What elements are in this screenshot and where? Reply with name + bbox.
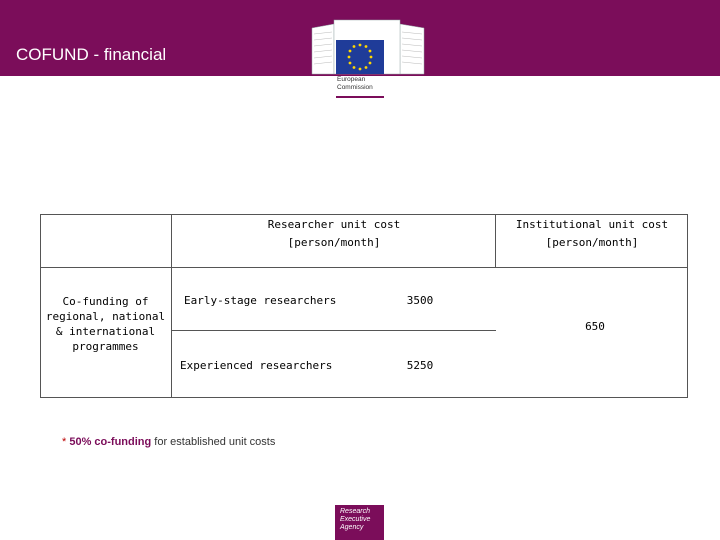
- rea-logo-line1: Research: [340, 508, 370, 515]
- logo-underline: [336, 96, 384, 98]
- early-stage-value: 3500: [406, 294, 434, 307]
- rea-logo-line3: Agency: [340, 524, 364, 531]
- row-divider: [172, 330, 496, 331]
- researcher-cost-header-2: [person/month]: [287, 236, 381, 249]
- experienced-value: 5250: [406, 359, 434, 372]
- researcher-cost-header-1: Researcher unit cost: [267, 218, 401, 231]
- logo-text-line2: Commission: [337, 84, 373, 91]
- institutional-cost-header-2: [person/month]: [545, 236, 639, 249]
- footnote: [62, 436, 275, 448]
- page-title: COFUND - financial: [16, 45, 167, 64]
- institutional-value: 650: [585, 320, 605, 333]
- footnote-highlight: 50% co-funding: [69, 436, 152, 448]
- table-border-top: [40, 214, 688, 215]
- footnote-rest: for established unit costs: [151, 436, 276, 448]
- rea-logo-line2: Executive: [340, 516, 371, 523]
- experienced-label: Experienced researchers: [180, 359, 333, 372]
- institutional-cost-header-1: Institutional unit cost: [515, 218, 669, 231]
- table-border-bottom: [40, 397, 688, 398]
- cost-table: [40, 214, 688, 398]
- footnote-star: *: [62, 436, 70, 448]
- early-stage-label: Early-stage researchers: [184, 294, 337, 307]
- rea-logo: [335, 505, 384, 540]
- logo-text-line1: European: [337, 76, 366, 83]
- row-label: Co-funding of regional, national & international programmes: [45, 295, 166, 353]
- logo-text: [337, 76, 387, 92]
- header-divider: [40, 267, 688, 268]
